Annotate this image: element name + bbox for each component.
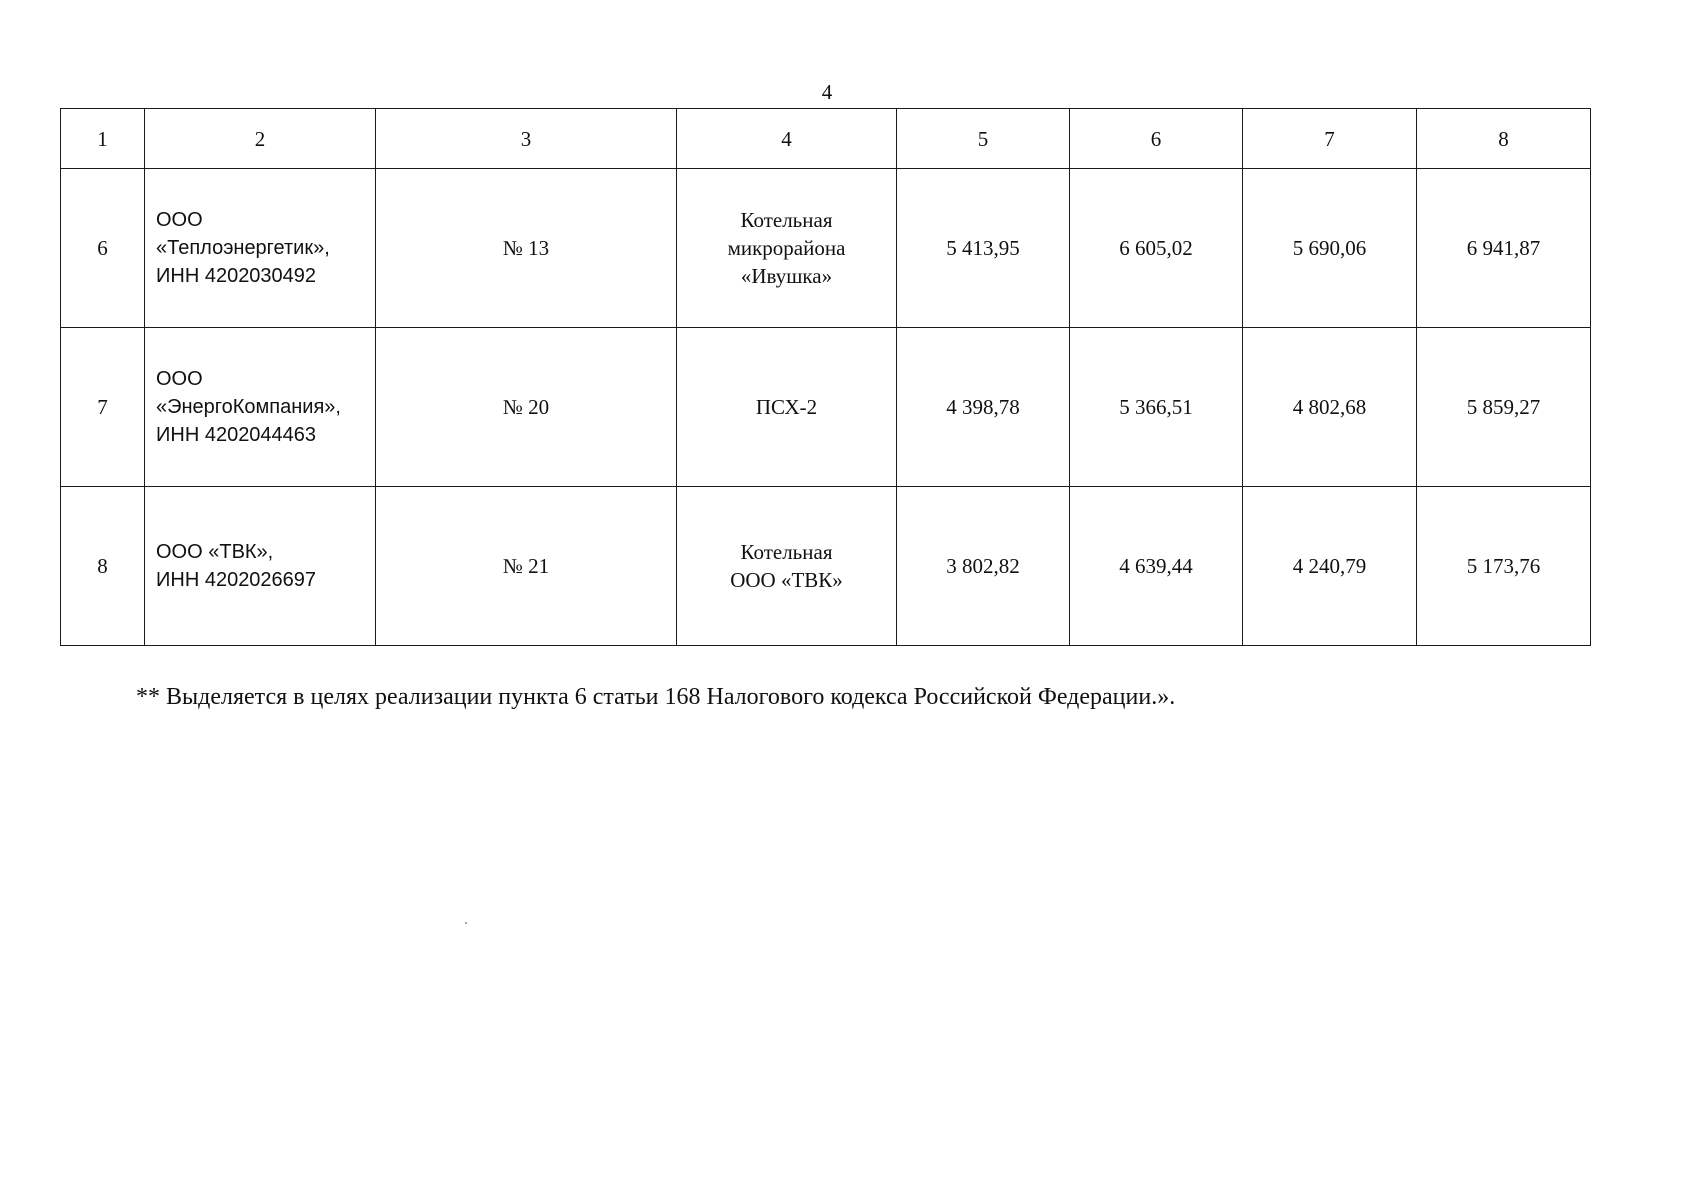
object-line: Котельная bbox=[740, 208, 833, 232]
object-line: Котельная bbox=[740, 540, 833, 564]
table-row bbox=[61, 487, 1591, 646]
header-cell: 6 bbox=[1070, 109, 1243, 169]
object-cell bbox=[677, 487, 897, 646]
table-row bbox=[61, 169, 1591, 328]
row-number-cell: 7 bbox=[61, 328, 145, 487]
row-number-cell: 6 bbox=[61, 169, 145, 328]
value-cell: 5 690,06 bbox=[1243, 169, 1417, 328]
organization-line: ИНН 4202026697 bbox=[156, 569, 317, 591]
organization-line: «ЭнергоКомпания», bbox=[156, 396, 341, 418]
header-cell: 3 bbox=[376, 109, 677, 169]
value-cell: 3 802,82 bbox=[897, 487, 1070, 646]
object-line: микрорайона bbox=[727, 236, 846, 260]
header-cell: 2 bbox=[145, 109, 376, 169]
value-cell: 5 366,51 bbox=[1070, 328, 1243, 487]
row-number-cell: 8 bbox=[61, 487, 145, 646]
object-line: ООО «ТВК» bbox=[730, 568, 843, 592]
tariff-table bbox=[60, 108, 1591, 646]
page-number: 4 bbox=[821, 80, 833, 104]
value-cell: 5 859,27 bbox=[1417, 328, 1591, 487]
footnote: ** Выделяется в целях реализации пункта 6 статьи 168 Налогового кодекса Российской Федерации.». bbox=[136, 684, 1176, 710]
object-line: «Ивушка» bbox=[740, 264, 833, 288]
organization-line: ИНН 4202044463 bbox=[156, 424, 317, 446]
value-cell: 5 413,95 bbox=[897, 169, 1070, 328]
header-cell: 8 bbox=[1417, 109, 1591, 169]
header-cell: 4 bbox=[677, 109, 897, 169]
organization-line: ООО bbox=[156, 209, 203, 231]
header-cell: 5 bbox=[897, 109, 1070, 169]
scan-speck bbox=[465, 922, 467, 924]
organization-cell bbox=[145, 169, 376, 328]
value-cell: 5 173,76 bbox=[1417, 487, 1591, 646]
value-cell: 4 398,78 bbox=[897, 328, 1070, 487]
organization-cell bbox=[145, 487, 376, 646]
header-cell: 1 bbox=[61, 109, 145, 169]
object-line: ПСХ-2 bbox=[755, 395, 818, 419]
organization-line: ИНН 4202030492 bbox=[156, 265, 317, 287]
header-cell: 7 bbox=[1243, 109, 1417, 169]
organization-line: ООО bbox=[156, 368, 203, 390]
value-cell: 4 240,79 bbox=[1243, 487, 1417, 646]
table-header-row bbox=[61, 109, 1591, 169]
system-number-cell: № 20 bbox=[376, 328, 677, 487]
table-row bbox=[61, 328, 1591, 487]
organization-cell bbox=[145, 328, 376, 487]
system-number-cell: № 13 bbox=[376, 169, 677, 328]
value-cell: 4 802,68 bbox=[1243, 328, 1417, 487]
object-cell bbox=[677, 169, 897, 328]
organization-line: ООО «ТВК», bbox=[156, 541, 274, 563]
object-cell bbox=[677, 328, 897, 487]
value-cell: 6 605,02 bbox=[1070, 169, 1243, 328]
system-number-cell: № 21 bbox=[376, 487, 677, 646]
organization-line: «Теплоэнергетик», bbox=[156, 237, 330, 259]
value-cell: 4 639,44 bbox=[1070, 487, 1243, 646]
value-cell: 6 941,87 bbox=[1417, 169, 1591, 328]
